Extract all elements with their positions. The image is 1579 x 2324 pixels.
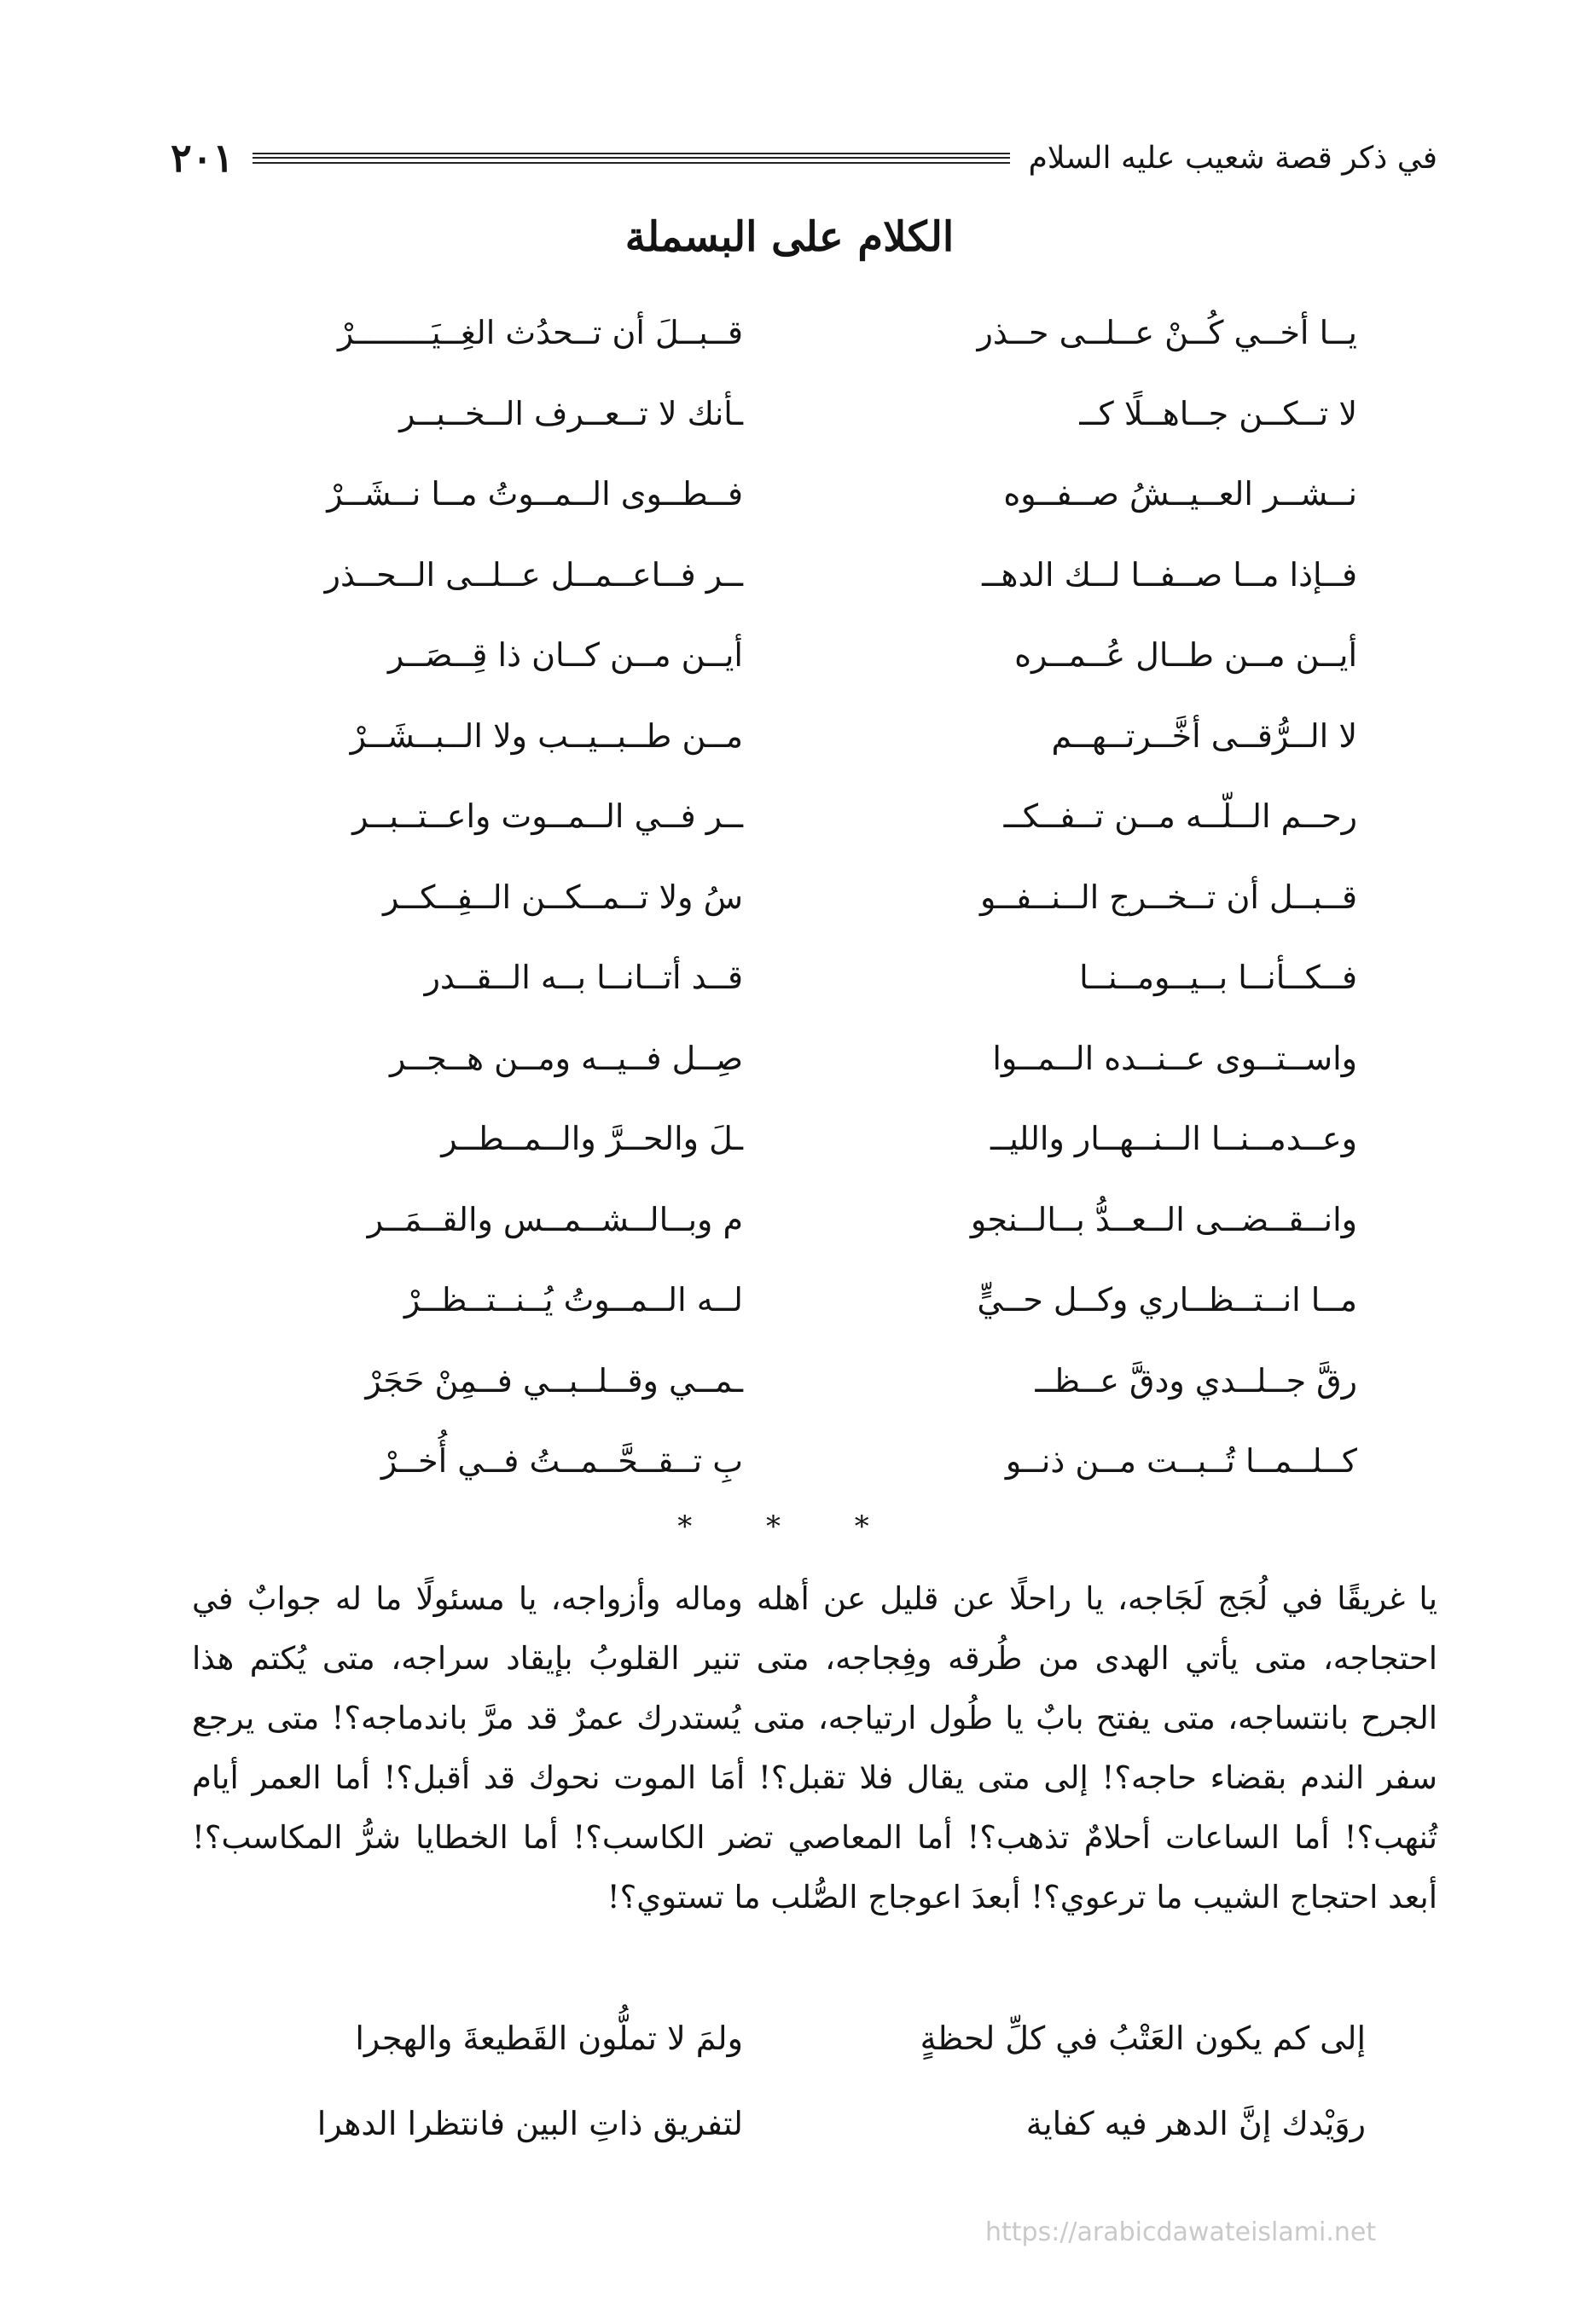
- verse-first-hemistich: وعــدمــنــا الــنــهــار والليــ: [990, 1120, 1357, 1157]
- verse-second-hemistich: مــن طــبــيــب ولا الــبــشَــرْ: [350, 716, 743, 755]
- verse-second-hemistich: لتفريق ذاتِ البين فانتظرا الدهرا: [316, 2105, 743, 2142]
- verse: [0, 388, 1579, 469]
- verse: [0, 1194, 1579, 1275]
- verse: [0, 1033, 1579, 1114]
- verse-first-hemistich: واســتــوى عــنــده الــمــوا: [992, 1039, 1357, 1077]
- poem-1: [0, 307, 1579, 1516]
- verse-second-hemistich: ـلَ والحــرَّ والــمــطــر: [441, 1120, 743, 1157]
- verse-first-hemistich: لا تــكــن جــاهــلًا كــ: [1079, 394, 1357, 432]
- verse: [0, 952, 1579, 1033]
- header-rule: [253, 153, 1010, 164]
- verse-first-hemistich: روَيْدك إنَّ الدهر فيه كفاية: [1025, 2105, 1366, 2142]
- verse: [0, 1435, 1579, 1516]
- asterism-separator: * * *: [677, 1510, 902, 1544]
- verse-first-hemistich: رقَّ جــلــدي ودقَّ عــظــ: [1035, 1361, 1357, 1400]
- verse-first-hemistich: مــا انــتــظــاري وكــل حــيٍّ: [977, 1281, 1357, 1318]
- verse-second-hemistich: سُ ولا تــمــكــن الــفِــكــر: [382, 878, 743, 916]
- verse: [0, 872, 1579, 953]
- verse: [0, 1274, 1579, 1355]
- verse: [0, 1113, 1579, 1194]
- verse: [0, 2098, 1579, 2183]
- verse-first-hemistich: فــكــأنــا بــيــومــنــا: [1079, 959, 1357, 996]
- verse-first-hemistich: وانــقــضــى الــعــدُّ بــالــنجو: [970, 1200, 1357, 1238]
- verse-first-hemistich: لا الــرُّقــى أخَّــرتــهــم: [1051, 716, 1357, 755]
- verse: [0, 549, 1579, 630]
- verse-second-hemistich: قــد أتــانــا بــه الــقــدر: [424, 959, 743, 996]
- prose-text: يا غريقًا في لُجَج لَجَاجه، يا راحلًا عن قليل عن أهله وماله وأزواجه، يا مسئولًا ما له جوابٌ في احتجاجه، متى يأتي الهدى من طُرقه وفِجاجه، متى تنير القلوبُ بإيقاد سراجه، متى يُكتم هذا الجرح بانتساجه، متى يفتح بابٌ يا طُول ارتياجه، متى يُستدرك عمرٌ قد مرَّ باندماجه؟! متى يرجع سفر الندم بقضاء حاجه؟! إلى متى يقال فلا تقبل؟! أمَا الموت نحوك قد أقبل؟! أما العمر أيام تُنهب؟! أما الساعات أحلامٌ تذهب؟! أما المعاصي تضر الكاسب؟! أما الخطايا شرُّ المكاسب؟! أبعد احتجاج الشيب ما ترعوي؟! أبعدَ اعوجاج الصُّلب ما تستوي؟!: [192, 1580, 1437, 1915]
- verse-second-hemistich: صِــل فــيــه ومــن هــجــر: [389, 1039, 743, 1077]
- verse-second-hemistich: ـمــي وقــلــبــي فــمِنْ حَجَرْ: [365, 1361, 743, 1400]
- verse: [0, 629, 1579, 710]
- verse: [0, 2013, 1579, 2098]
- verse-second-hemistich: فــطــوى الــمــوتُ مــا نــشَــرْ: [327, 475, 743, 513]
- verse-second-hemistich: ولمَ لا تملُّون القَطيعةَ والهجرا: [355, 2020, 743, 2057]
- verse-first-hemistich: رحــم الــلّــه مــن تــفــكــ: [1003, 797, 1357, 835]
- verse-second-hemistich: م وبــالــشــمــس والقــمَــر: [367, 1200, 743, 1238]
- running-header: [171, 128, 1437, 188]
- verse-first-hemistich: نــشــر العــيــشُ صــفــوه: [1003, 475, 1357, 513]
- verse-second-hemistich: قــبــلَ أن تــحدُث الغِــيَــــــــرْ: [338, 314, 743, 351]
- verse-first-hemistich: إلى كم يكون العَتْبُ في كلِّ لحظةٍ: [920, 2020, 1366, 2057]
- verse-second-hemistich: لــه الــمــوتُ يُــنــتــظــرْ: [403, 1281, 743, 1318]
- verse-second-hemistich: أيــن مــن كــان ذا قِــصَــر: [387, 636, 743, 674]
- verse: [0, 1355, 1579, 1436]
- verse: [0, 791, 1579, 872]
- verse-first-hemistich: فــإذا مــا صــفــا لــك الدهــ: [982, 555, 1357, 594]
- source-watermark: https://arabicdawateislami.net: [985, 2217, 1377, 2247]
- section-title: الكلام على البسملة: [624, 213, 955, 261]
- verse: [0, 307, 1579, 388]
- verse-second-hemistich: ــر فــاعــمــل عــلــى الــحــذر: [324, 555, 743, 594]
- page-number: ٢٠١: [171, 135, 235, 181]
- verse-first-hemistich: أيــن مــن طــال عُــمــره: [1014, 636, 1357, 674]
- verse: [0, 710, 1579, 791]
- header-title: في ذكر قصة شعيب عليه السلام: [1028, 140, 1437, 176]
- verse-second-hemistich: ـأنك لا تــعــرف الــخــبــر: [399, 394, 743, 432]
- verse-first-hemistich: قــبــل أن تــخــرج الــنــفــو: [979, 878, 1357, 916]
- verse-first-hemistich: يــا أخــي كُــنْ عــلــى حــذر: [977, 314, 1357, 351]
- poem-2: [0, 2013, 1579, 2183]
- verse-second-hemistich: ــر فــي الــمــوت واعــتــبــر: [352, 797, 743, 835]
- verse-second-hemistich: بِ تــقــحَّــمــتُ فــي أُخــرْ: [380, 1442, 743, 1480]
- prose-paragraph: [192, 1569, 1437, 1927]
- verse-first-hemistich: كــلــمــا تُــبــت مــن ذنــو: [1005, 1442, 1357, 1480]
- verse: [0, 468, 1579, 549]
